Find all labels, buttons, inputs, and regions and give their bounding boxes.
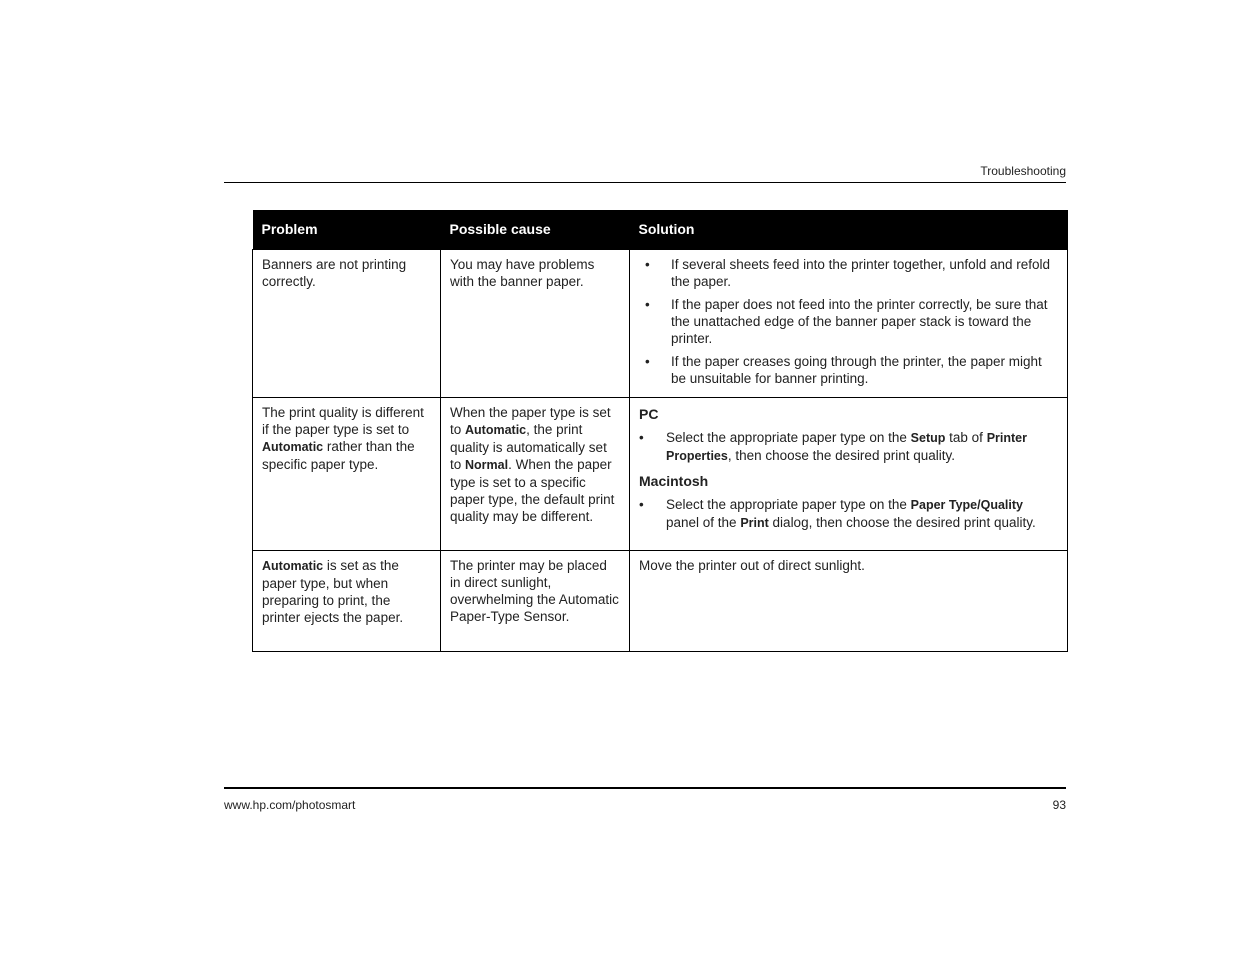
- cause-cell: The printer may be placed in direct sunlight, overwhelming the Automatic Paper-Type Sensor.: [441, 550, 630, 651]
- list-item: • Select the appropriate paper type on the Paper Type/Quality panel of the Print dialog, then choose the desired print quality.: [639, 496, 1036, 530]
- section-header: Troubleshooting: [980, 164, 1066, 178]
- column-header-cause: Possible cause: [441, 210, 630, 249]
- cause-cell: You may have problems with the banner paper.: [441, 249, 630, 397]
- list-item: • Select the appropriate paper type on the Setup tab of Printer Properties, then choose the desired print quality.: [639, 429, 1027, 463]
- bullet-icon: •: [645, 353, 650, 369]
- bullet-icon: •: [645, 296, 650, 312]
- column-header-solution: Solution: [630, 210, 1068, 249]
- solution-cell: [630, 397, 1068, 550]
- footer-url: www.hp.com/photosmart: [224, 798, 356, 812]
- footer-rule: [224, 787, 1066, 789]
- mac-solution-list: [639, 496, 1058, 532]
- solution-list: [639, 256, 1058, 387]
- bullet-icon: •: [645, 256, 650, 272]
- macintosh-heading: Macintosh: [639, 472, 709, 489]
- table-row: [253, 249, 1068, 397]
- page-number: 93: [1052, 798, 1066, 812]
- problem-cell: The print quality is different if the paper type is set to Automatic rather than the specific paper type.: [253, 397, 441, 550]
- bullet-icon: •: [639, 429, 644, 445]
- troubleshooting-table: [252, 210, 1068, 652]
- list-item: • If the paper creases going through the printer, the paper might be unsuitable for banner printing.: [645, 353, 1042, 386]
- pc-heading: PC: [639, 405, 659, 422]
- solution-cell: [630, 249, 1068, 397]
- problem-cell: Banners are not printing correctly.: [253, 249, 441, 397]
- column-header-problem: Problem: [253, 210, 441, 249]
- problem-cell: Automatic is set as the paper type, but when preparing to print, the printer ejects the paper.: [253, 550, 441, 651]
- table-row: [253, 550, 1068, 651]
- list-item: • If the paper does not feed into the printer correctly, be sure that the unattached edge of the banner paper stack is toward the printer.: [645, 296, 1048, 346]
- bullet-icon: •: [639, 496, 644, 512]
- header-rule: [224, 182, 1066, 183]
- pc-solution-list: [639, 429, 1058, 465]
- cause-cell: When the paper type is set to Automatic, the print quality is automatically set to Normal. When the paper type is set to a specific paper type, the default print quality may be different.: [441, 397, 630, 550]
- solution-cell: Move the printer out of direct sunlight.: [630, 550, 1068, 651]
- table-header-row: [253, 210, 1068, 249]
- table-row: [253, 397, 1068, 550]
- list-item: • If several sheets feed into the printer together, unfold and refold the paper.: [645, 256, 1050, 289]
